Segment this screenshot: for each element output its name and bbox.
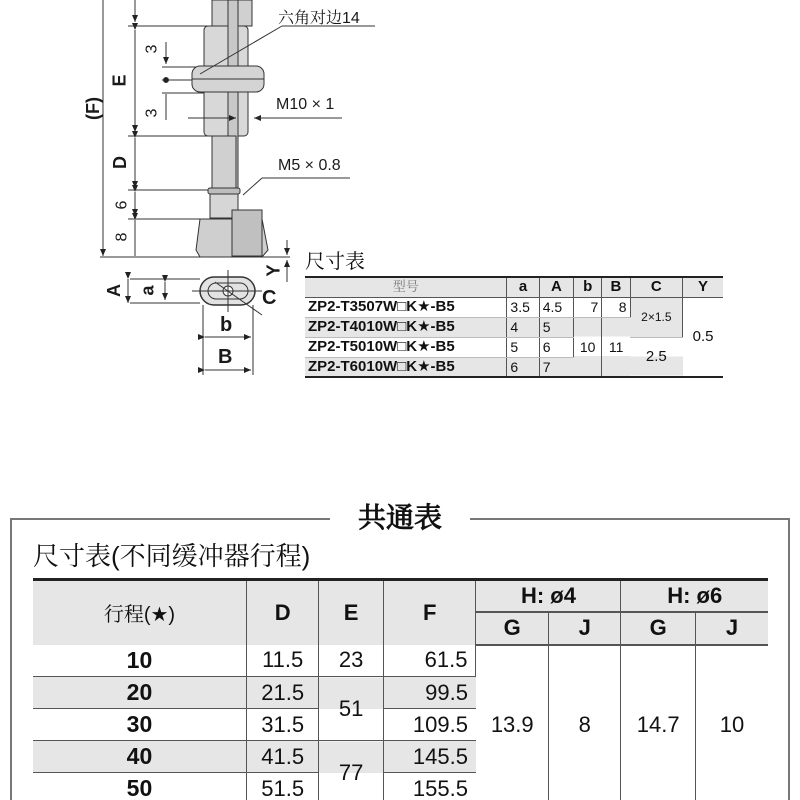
dim-8: 8 [113,232,131,242]
A-cell: 5 [539,317,573,337]
table-row [305,297,723,317]
a-cell: 3.5 [507,297,539,317]
table-header-row [33,580,768,612]
header-a: a [507,277,539,297]
a-cell: 4 [507,317,539,337]
E-cell-merged: 51 [319,677,383,741]
C-cell-merged-2: 2.5 [630,337,683,377]
header-C: C [630,277,683,297]
header-H-4: H: ø4 [476,580,621,612]
dim-C-label: C [262,287,277,309]
model-cell: ZP2-T6010W□K★-B5 [305,357,507,377]
header-J-h4: J [548,612,620,645]
D-cell: 11.5 [246,645,318,677]
dim-3-bottom: 3 [143,108,161,118]
model-cell: ZP2-T4010W□K★-B5 [305,317,507,337]
header-J-h6: J [695,612,768,645]
model-dimension-section [305,250,725,378]
table-row [305,337,723,357]
J-h4-cell-merged: 8 [548,645,620,800]
D-cell: 21.5 [246,677,318,709]
Y-cell-merged: 0.5 [683,297,723,377]
dim-3-top: 3 [143,44,161,54]
stroke-cell: 30 [33,709,246,741]
dim-A-label: A [104,284,124,297]
common-table-title: 共通表 [330,498,470,538]
header-G-h4: G [476,612,548,645]
dim-E-label: E [109,74,130,87]
header-b: b [574,277,602,297]
port-thread-callout: M5 × 0.8 [278,157,341,174]
D-cell: 51.5 [246,773,318,800]
stroke-cell: 50 [33,773,246,800]
dim-b-label: b [220,314,233,336]
header-D: D [246,580,318,645]
B-cell: 8 [602,297,630,317]
model-dimension-table [305,276,723,378]
header-F: F [383,580,476,645]
header-E: E [319,580,383,645]
stroke-cell: 20 [33,677,246,709]
b-cell: 7 [574,297,602,317]
C-cell-merged: 2×1.5 [630,297,683,337]
b-cell-merged: 10 [574,317,602,377]
a-cell: 5 [507,337,539,357]
F-cell: 145.5 [383,741,476,773]
table-row [33,645,768,677]
D-cell: 31.5 [246,709,318,741]
dim-a-label: a [137,285,158,296]
dim-F-label: (F) [82,97,103,120]
dim-Y-label: Y [263,264,284,277]
a-cell: 6 [507,357,539,377]
body-thread-callout: M10 × 1 [276,96,335,113]
F-cell: 61.5 [383,645,476,677]
F-cell: 109.5 [383,709,476,741]
stroke-cell: 40 [33,741,246,773]
B-cell-merged: 11 [602,317,630,377]
header-stroke: 行程(★) [33,580,246,645]
header-H-6: H: ø6 [621,580,768,612]
F-cell: 155.5 [383,773,476,800]
header-A: A [539,277,573,297]
A-cell: 7 [539,357,573,377]
stroke-dimension-table [33,578,768,800]
header-G-h6: G [621,612,696,645]
stroke-dimension-title: 尺寸表(不同缓冲器行程) [33,541,311,571]
G-h6-cell-merged: 14.7 [621,645,696,800]
model-cell: ZP2-T3507W□K★-B5 [305,297,507,317]
stroke-cell: 10 [33,645,246,677]
D-cell: 41.5 [246,741,318,773]
A-cell: 6 [539,337,573,357]
E-cell: 23 [319,645,383,677]
J-h6-cell-merged: 10 [695,645,768,800]
table-header-row [305,277,723,297]
header-model: 型号 [305,277,507,297]
model-cell: ZP2-T5010W□K★-B5 [305,337,507,357]
A-cell: 4.5 [539,297,573,317]
dim-6: 6 [113,200,131,210]
dim-D-label: D [110,156,130,169]
E-cell-merged-2: 77 [319,741,383,800]
model-dimension-title: 尺寸表 [305,251,365,273]
G-h4-cell-merged: 13.9 [476,645,548,800]
F-cell: 99.5 [383,677,476,709]
header-Y: Y [683,277,723,297]
hex-callout: 六角对边14 [278,10,360,27]
header-B: B [602,277,630,297]
dim-B-label: B [218,346,233,368]
